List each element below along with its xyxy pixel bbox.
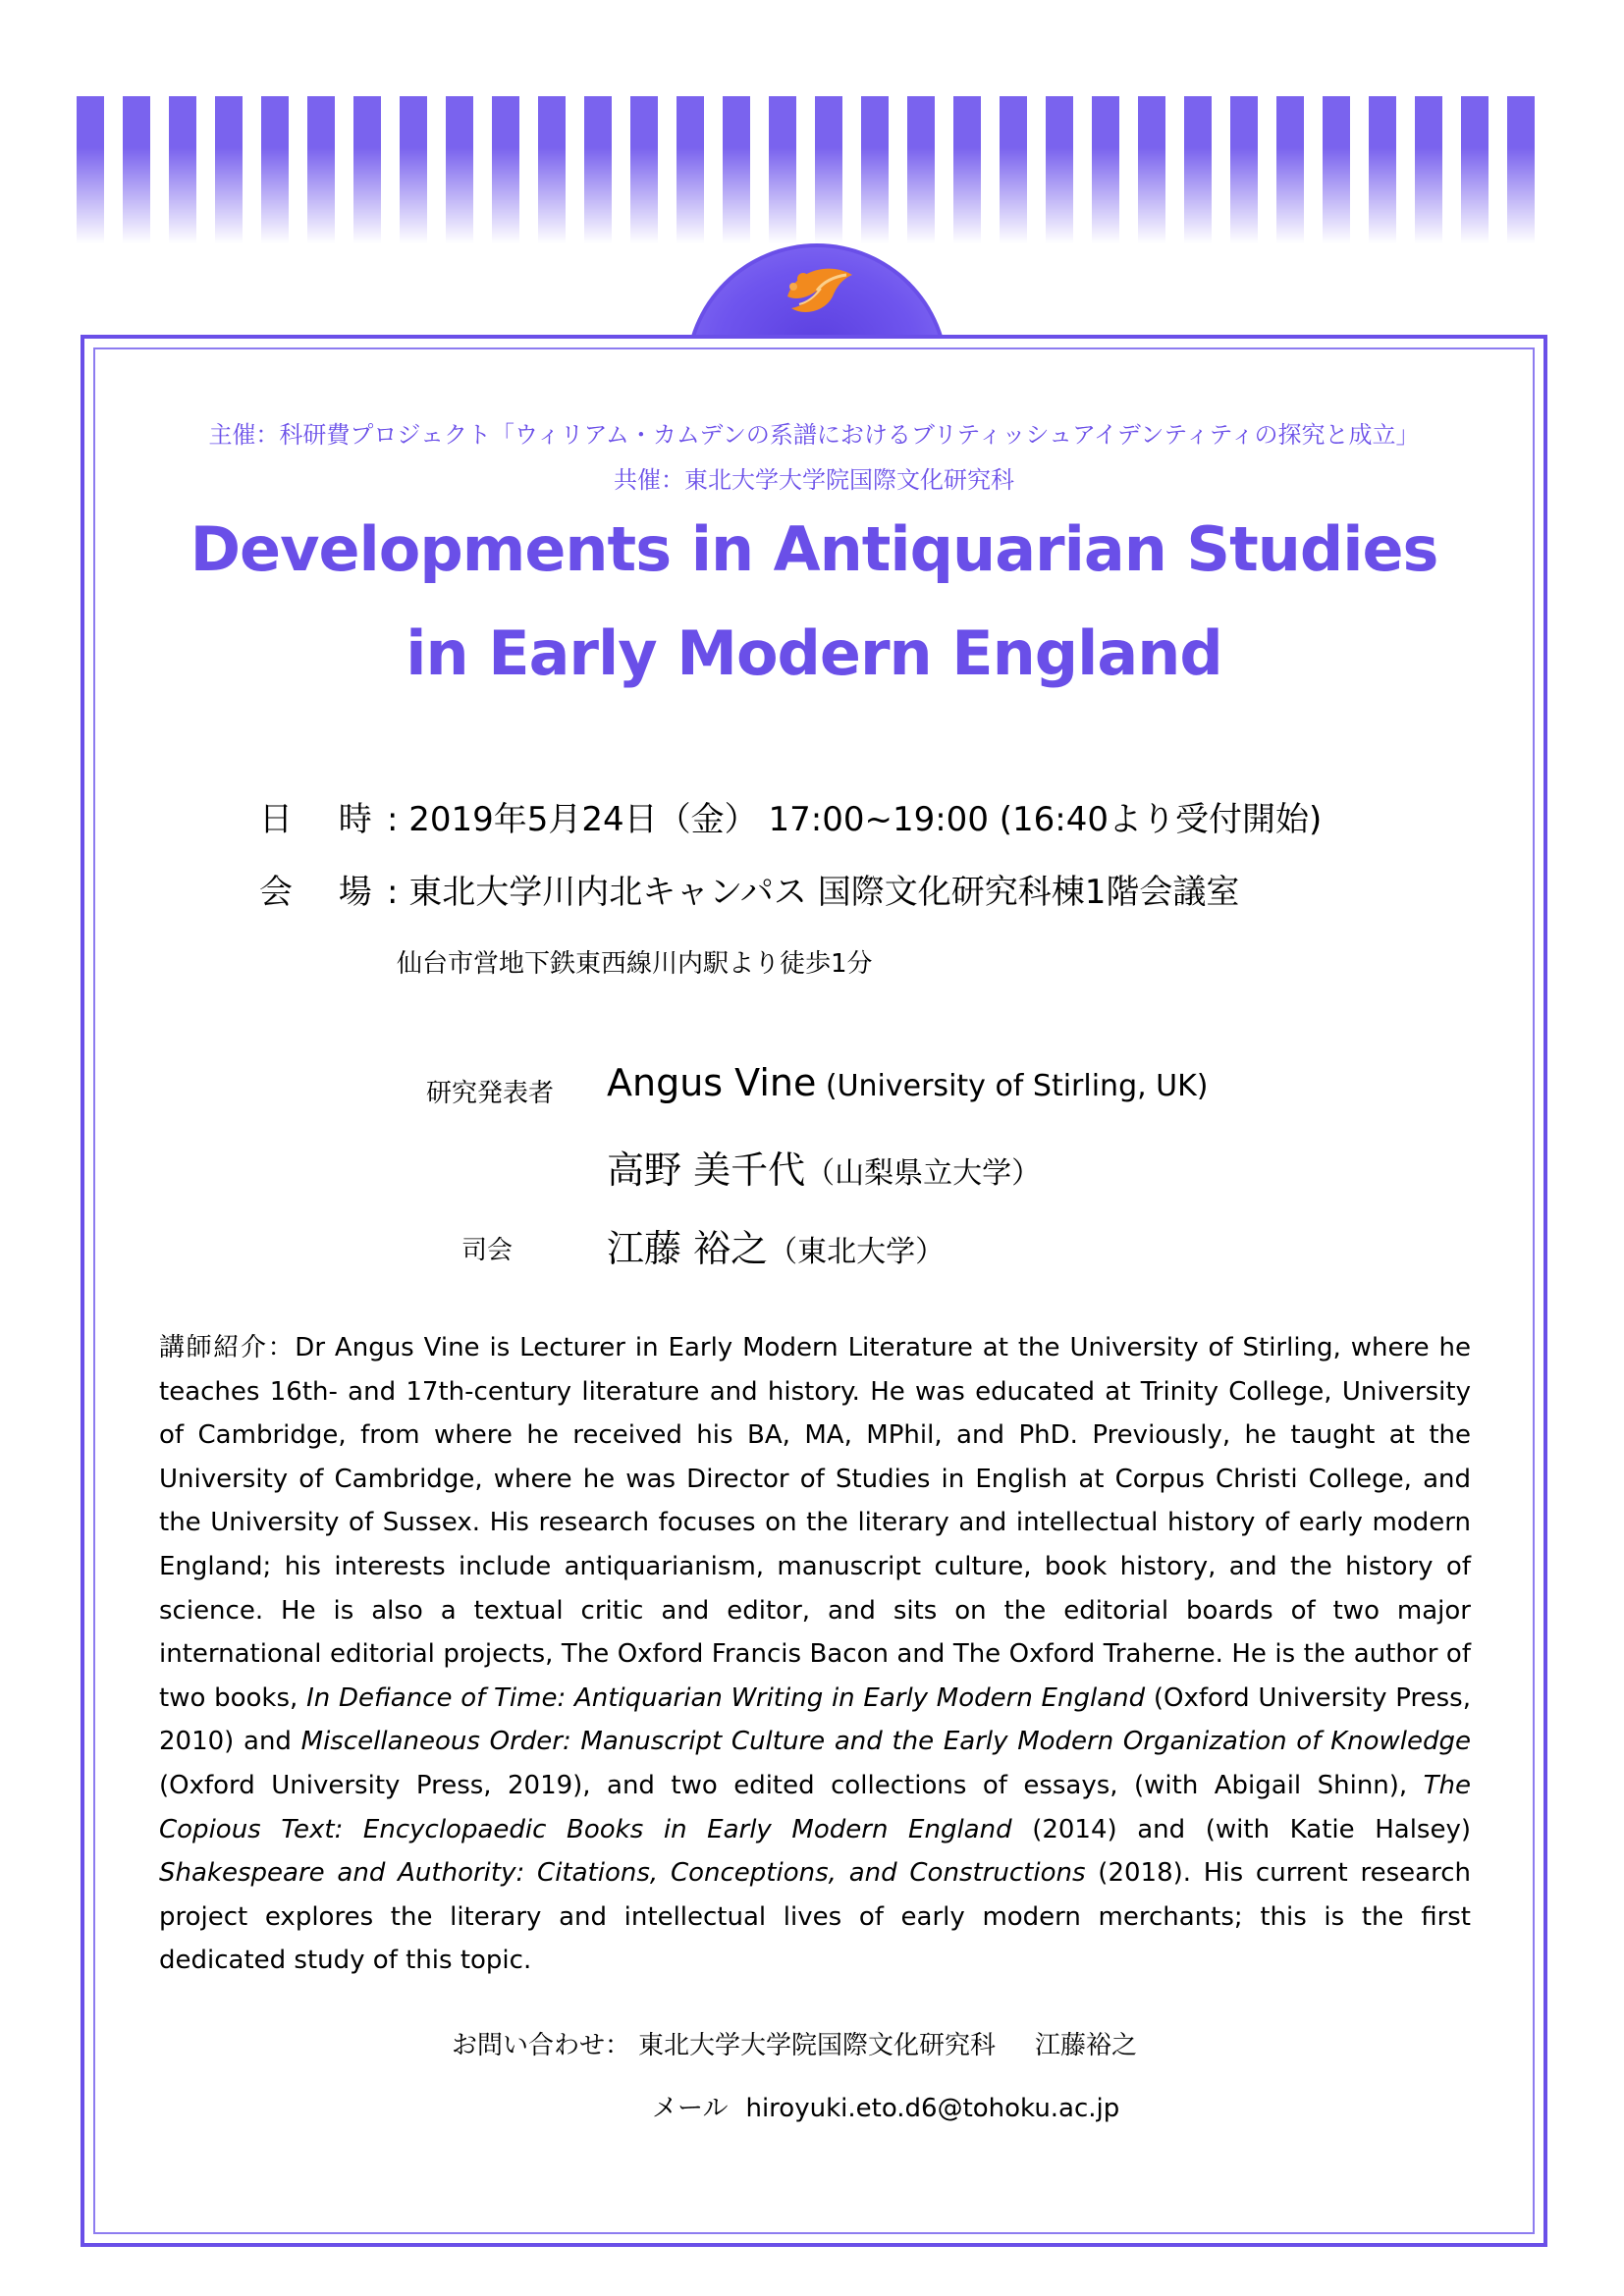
- chair-role: 司会: [461, 1236, 514, 1265]
- speaker-biography: [159, 1326, 1471, 1983]
- chair: [607, 1218, 945, 1272]
- presenter-1-affiliation: (University of Stirling, UK): [816, 1069, 1209, 1103]
- bio-text-4: (2014) and (with Katie Halsey): [1011, 1814, 1471, 1844]
- organizer-co: 共催：東北大学大学院国際文化研究科: [614, 466, 1014, 494]
- bio-text-1: Dr Angus Vine is Lecturer in Early Modern Literature at the University of Stirling, where he teaches 16th- and 17th-century literature and history. He was educated at Trinity College, University of Cambridge, from where he received his BA, MA, MPhil, and PhD. Previously, he taught at the University of Cambridge, where he was Director of Studies in English at Corpus Christi College, and the University of Sussex. His research focuses on the literary and intellectual history of early modern England; his interests include antiquarianism, manuscript culture, book history, and the history of science. He is also a textual critic and editor, and sits on the editorial boards of two major international editorial projects, The Oxford Francis Bacon and The Oxford Traherne. He is the author of two books,: [159, 1333, 1471, 1713]
- event-date: [259, 792, 1322, 840]
- contact-org: 東北大学大学院国際文化研究科: [638, 2031, 997, 2060]
- presenter-2-affiliation: （山梨県立大学）: [805, 1156, 1042, 1191]
- title-line-1: Developments in Antiquarian Studies: [189, 513, 1438, 585]
- book-title-2: Miscellaneous Order: Manuscript Culture and the Early Modern Organization of Knowledge: [300, 1727, 1471, 1757]
- presenter-1-name: Angus Vine: [607, 1061, 817, 1104]
- venue-access: 仙台市営地下鉄東西線川内駅より徒歩1分: [397, 949, 873, 979]
- presenter-2-name: 高野 美千代: [607, 1148, 806, 1192]
- event-venue: [259, 865, 1239, 913]
- venue-value: : 東北大学川内北キャンパス 国際文化研究科棟1階会議室: [387, 873, 1240, 912]
- title-line-2: in Early Modern England: [406, 617, 1222, 689]
- organizer-main: 主催：科研費プロジェクト「ウィリアム・カムデンの系譜におけるブリティッシュアイデンティティの探究と成立」: [208, 421, 1420, 449]
- poster-content: [81, 335, 1547, 2247]
- chair-affiliation: （東北大学）: [768, 1235, 946, 1269]
- decorative-stripes: [77, 96, 1549, 243]
- venue-label: 会 場: [259, 873, 390, 912]
- date-value: : 2019年5月24日（金） 17:00~19:00 (16:40より受付開始): [387, 800, 1323, 839]
- book-title-1: In Defiance of Time: Antiquarian Writing in Early Modern England: [306, 1682, 1146, 1713]
- bio-text-5: (2018). His current research project explores the literary and intellectual lives of early modern merchants; this is the first dedicated study of this topic.: [159, 1858, 1471, 1976]
- leaf-ornament-icon: [778, 253, 862, 328]
- contact-line: [452, 2025, 1137, 2061]
- email-line: [652, 2088, 1119, 2124]
- contact-email[interactable]: hiroyuki.eto.d6@tohoku.ac.jp: [745, 2094, 1120, 2123]
- contact-label: お問い合わせ：: [452, 2031, 631, 2060]
- book-title-4: Shakespeare and Authority: Citations, Conceptions, and Constructions: [159, 1858, 1086, 1889]
- presenter-2: [607, 1140, 1041, 1194]
- presenter-role: 研究発表者: [426, 1079, 555, 1108]
- bio-text-2: (Oxford University Press, 2010) and: [159, 1682, 1471, 1757]
- bio-label: 講師紹介：: [159, 1333, 296, 1362]
- presenter-1: [607, 1061, 1209, 1104]
- book-title-3: The Copious Text: Encyclopaedic Books in Early Modern England: [159, 1770, 1471, 1844]
- mail-label: メール: [652, 2094, 729, 2123]
- chair-name: 江藤 裕之: [607, 1227, 769, 1270]
- date-label: 日 時: [259, 800, 390, 839]
- contact-person: 江藤裕之: [1035, 2031, 1138, 2060]
- bio-text-3: (Oxford University Press, 2019), and two edited collections of essays, (with Abigail Shinn),: [159, 1770, 1424, 1800]
